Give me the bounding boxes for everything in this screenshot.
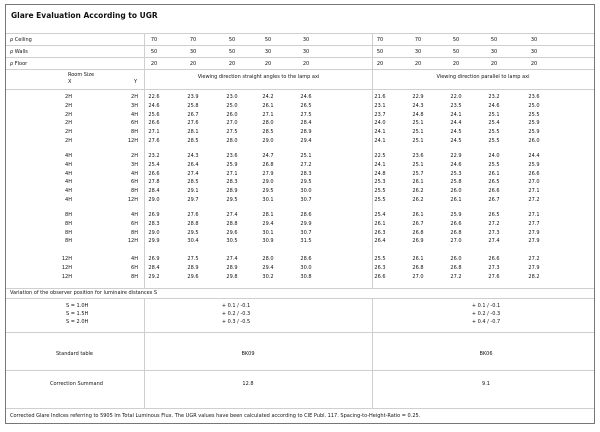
ugr-value: 24.1: [374, 138, 386, 144]
ugr-value: 28.8: [187, 220, 199, 227]
viewing-left-header: Viewing direction straight angles to the lamp axi: [197, 74, 320, 80]
ugr-value: 24.3: [187, 153, 199, 159]
ugr-value: 29.2: [148, 273, 160, 280]
room-size-y: 12H: [127, 138, 138, 144]
variation-right: + 0.2 / -0.3: [471, 311, 501, 317]
ugr-value: 29.8: [226, 273, 238, 280]
room-size-y: 8H: [131, 273, 138, 280]
correction-left: 12.8: [242, 381, 254, 387]
variation-right: + 0.4 / -0.7: [471, 319, 501, 325]
ugr-value: 27.1: [262, 111, 274, 118]
ugr-value: 26.9: [412, 238, 424, 245]
ugr-value: 27.1: [148, 129, 160, 136]
ugr-value: 26.1: [450, 197, 462, 203]
ugr-value: 27.2: [528, 197, 540, 203]
ugr-value: 27.5: [226, 129, 238, 136]
ugr-value: 24.1: [374, 129, 386, 136]
ugr-value: 24.7: [262, 153, 274, 159]
room-size-y: 3H: [131, 161, 138, 168]
room-size-y: 2H: [131, 94, 138, 100]
ugr-value: 26.6: [148, 170, 160, 177]
ugr-value: 28.4: [300, 120, 312, 127]
divider: [372, 298, 373, 408]
variation-s: S = 2.0H: [66, 319, 89, 325]
variation-s: S = 1.5H: [66, 311, 89, 317]
ugr-value: 24.0: [488, 153, 500, 159]
ugr-value: 28.3: [300, 170, 312, 177]
room-size-y: 8H: [131, 229, 138, 236]
room-size-y: 6H: [131, 179, 138, 186]
divider: [6, 298, 594, 299]
reflectance-value: 20: [228, 61, 236, 67]
room-size-x: 8H: [65, 220, 72, 227]
ugr-value: 30.9: [262, 238, 274, 245]
ugr-value: 26.0: [528, 138, 540, 144]
ugr-value: 26.8: [412, 264, 424, 271]
ugr-value: 28.8: [226, 220, 238, 227]
reflectance-value: 70: [189, 37, 197, 43]
variation-label: Variation of the observer position for luminaire distances S: [10, 290, 158, 296]
standard-table-left: BK09: [241, 351, 255, 357]
variation-right: + 0.1 / -0.1: [471, 303, 501, 309]
reflectance-value: 20: [302, 61, 310, 67]
ugr-value: 28.9: [187, 264, 199, 271]
ugr-value: 23.2: [488, 94, 500, 100]
ugr-document: [5, 4, 595, 424]
room-size-x: 8H: [65, 229, 72, 236]
room-size-y: 6H: [131, 220, 138, 227]
ugr-value: 24.0: [374, 120, 386, 127]
x-header: X: [68, 79, 72, 85]
room-size-x: 4H: [65, 179, 72, 186]
ugr-value: 23.2: [148, 153, 160, 159]
ugr-value: 28.9: [226, 188, 238, 195]
reflectance-value: 30: [264, 49, 272, 55]
ugr-value: 23.5: [450, 102, 462, 109]
ugr-value: 25.5: [528, 111, 540, 118]
divider: [144, 33, 145, 69]
ugr-value: 29.9: [148, 238, 160, 245]
room-size-x: 4H: [65, 153, 72, 159]
ugr-value: 26.1: [374, 220, 386, 227]
ugr-value: 28.6: [300, 256, 312, 262]
ugr-value: 29.5: [262, 188, 274, 195]
divider: [6, 89, 594, 90]
ugr-value: 25.1: [412, 129, 424, 136]
ugr-value: 30.2: [262, 273, 274, 280]
ugr-value: 26.8: [450, 264, 462, 271]
room-size-y: 12H: [127, 238, 138, 245]
ugr-value: 26.7: [412, 220, 424, 227]
room-size-x: 4H: [65, 188, 72, 195]
ugr-value: 27.3: [488, 264, 500, 271]
ugr-value: 28.5: [262, 129, 274, 136]
room-size-x: 2H: [65, 111, 72, 118]
ugr-value: 30.7: [300, 229, 312, 236]
ugr-value: 25.5: [374, 197, 386, 203]
ugr-value: 25.0: [528, 102, 540, 109]
ugr-value: 25.9: [226, 161, 238, 168]
ugr-value: 30.1: [262, 229, 274, 236]
ugr-value: 25.4: [488, 120, 500, 127]
ugr-value: 29.5: [187, 229, 199, 236]
ugr-value: 29.4: [262, 264, 274, 271]
ugr-value: 27.4: [226, 256, 238, 262]
ugr-value: 24.3: [412, 102, 424, 109]
ugr-value: 28.3: [226, 179, 238, 186]
ugr-value: 26.6: [528, 170, 540, 177]
ugr-value: 28.6: [300, 212, 312, 218]
ugr-value: 22.9: [412, 94, 424, 100]
ugr-value: 25.1: [300, 153, 312, 159]
ugr-value: 27.1: [528, 188, 540, 195]
ugr-value: 25.4: [374, 212, 386, 218]
ugr-value: 27.9: [528, 238, 540, 245]
ugr-value: 27.2: [300, 161, 312, 168]
ugr-value: 29.0: [262, 138, 274, 144]
ugr-value: 24.2: [262, 94, 274, 100]
ugr-value: 28.5: [187, 179, 199, 186]
ugr-value: 26.8: [412, 229, 424, 236]
divider: [6, 69, 594, 70]
ugr-value: 25.3: [450, 170, 462, 177]
ugr-value: 27.6: [488, 273, 500, 280]
ugr-value: 27.2: [450, 273, 462, 280]
ugr-value: 26.0: [450, 188, 462, 195]
room-size-x: 8H: [65, 238, 72, 245]
ugr-value: 24.8: [374, 170, 386, 177]
divider: [144, 298, 145, 408]
reflectance-value: 30: [414, 49, 422, 55]
room-size-x: 2H: [65, 94, 72, 100]
ugr-value: 26.1: [412, 179, 424, 186]
ugr-value: 29.9: [300, 220, 312, 227]
ugr-value: 25.9: [450, 212, 462, 218]
ugr-value: 25.5: [374, 256, 386, 262]
ugr-value: 25.8: [187, 102, 199, 109]
room-size-y: 4H: [131, 212, 138, 218]
ugr-value: 23.0: [226, 94, 238, 100]
ugr-value: 29.0: [262, 179, 274, 186]
reflectance-value: 30: [530, 49, 538, 55]
ugr-value: 24.6: [488, 102, 500, 109]
reflectance-value: 50: [228, 49, 236, 55]
ugr-value: 29.5: [226, 197, 238, 203]
variation-left: + 0.2 / -0.3: [221, 311, 251, 317]
ugr-value: 26.5: [488, 212, 500, 218]
ugr-value: 26.1: [412, 212, 424, 218]
ugr-value: 26.9: [148, 212, 160, 218]
ugr-value: 27.1: [528, 212, 540, 218]
divider: [6, 408, 594, 409]
ugr-value: 26.2: [412, 197, 424, 203]
reflectance-value: 30: [302, 37, 310, 43]
ugr-value: 21.6: [374, 94, 386, 100]
ugr-value: 27.5: [300, 111, 312, 118]
ugr-value: 23.1: [374, 102, 386, 109]
ugr-value: 26.3: [374, 264, 386, 271]
ugr-value: 28.0: [262, 120, 274, 127]
ugr-value: 29.4: [300, 138, 312, 144]
ugr-value: 27.4: [226, 212, 238, 218]
ugr-value: 28.5: [187, 138, 199, 144]
standard-table-right: BK06: [479, 351, 493, 357]
reflectance-value: 70: [150, 37, 158, 43]
reflectance-value: 50: [490, 37, 498, 43]
reflectance-value: 20: [490, 61, 498, 67]
reflectance-label: ρ Walls: [10, 49, 28, 55]
ugr-value: 30.0: [300, 188, 312, 195]
ugr-value: 29.0: [148, 197, 160, 203]
ugr-value: 22.6: [148, 94, 160, 100]
ugr-value: 22.0: [450, 94, 462, 100]
ugr-value: 27.7: [528, 220, 540, 227]
reflectance-value: 20: [264, 61, 272, 67]
room-size-x: 2H: [65, 129, 72, 136]
room-size-y: 3H: [131, 102, 138, 109]
ugr-value: 30.0: [300, 264, 312, 271]
ugr-value: 26.8: [450, 229, 462, 236]
divider: [372, 33, 373, 288]
footer-note: Corrected Glare Indices referring to 5905 lm Total Luminous Flux. The UGR values have been calculated according to CIE Publ. 117. Spacing-to-Height-Ratio = 0.25.: [10, 413, 421, 419]
variation-left: + 0.1 / -0.1: [221, 303, 251, 309]
reflectance-value: 30: [189, 49, 197, 55]
standard-table-label: Standard table: [56, 351, 93, 357]
ugr-value: 25.5: [488, 138, 500, 144]
reflectance-value: 30: [530, 37, 538, 43]
ugr-value: 25.5: [488, 129, 500, 136]
ugr-value: 30.4: [187, 238, 199, 245]
reflectance-label: ρ Floor: [10, 61, 28, 67]
ugr-value: 27.4: [488, 238, 500, 245]
ugr-value: 27.0: [226, 120, 238, 127]
y-header: Y: [134, 79, 138, 85]
ugr-value: 29.5: [300, 179, 312, 186]
ugr-value: 26.0: [226, 111, 238, 118]
ugr-value: 24.4: [450, 120, 462, 127]
ugr-value: 24.6: [300, 94, 312, 100]
ugr-value: 24.6: [450, 161, 462, 168]
room-size-x: 2H: [65, 102, 72, 109]
ugr-value: 22.5: [374, 153, 386, 159]
room-size-y: 8H: [131, 188, 138, 195]
ugr-value: 27.9: [528, 264, 540, 271]
ugr-value: 28.4: [148, 188, 160, 195]
room-size-x: 12H: [61, 273, 72, 280]
reflectance-value: 20: [376, 61, 384, 67]
ugr-value: 26.1: [412, 256, 424, 262]
ugr-value: 25.3: [374, 179, 386, 186]
ugr-value: 26.6: [148, 120, 160, 127]
room-size-x: 4H: [65, 197, 72, 203]
room-size-y: 6H: [131, 120, 138, 127]
ugr-value: 26.4: [374, 238, 386, 245]
room-size-x: 2H: [65, 120, 72, 127]
ugr-value: 23.6: [226, 153, 238, 159]
ugr-value: 24.8: [412, 111, 424, 118]
ugr-value: 25.1: [412, 120, 424, 127]
reflectance-value: 30: [302, 49, 310, 55]
ugr-value: 26.1: [262, 102, 274, 109]
divider: [6, 332, 594, 333]
ugr-value: 29.4: [262, 220, 274, 227]
ugr-value: 25.9: [528, 129, 540, 136]
ugr-value: 27.0: [450, 238, 462, 245]
ugr-value: 26.2: [412, 188, 424, 195]
ugr-value: 30.7: [300, 197, 312, 203]
ugr-value: 27.0: [412, 273, 424, 280]
correction-right: 9.1: [482, 381, 490, 387]
room-size-x: 8H: [65, 212, 72, 218]
ugr-value: 27.5: [187, 256, 199, 262]
room-size-y: 6H: [131, 264, 138, 271]
ugr-value: 27.9: [528, 229, 540, 236]
ugr-value: 28.1: [262, 212, 274, 218]
ugr-value: 30.5: [226, 238, 238, 245]
ugr-value: 22.9: [450, 153, 462, 159]
room-size-y: 4H: [131, 170, 138, 177]
ugr-value: 29.6: [187, 273, 199, 280]
ugr-value: 29.6: [226, 229, 238, 236]
ugr-value: 27.8: [148, 179, 160, 186]
room-size-x: 12H: [61, 256, 72, 262]
variation-s: S = 1.0H: [66, 303, 89, 309]
ugr-value: 30.8: [300, 273, 312, 280]
reflectance-value: 50: [452, 49, 460, 55]
ugr-value: 31.5: [300, 238, 312, 245]
room-size-y: 8H: [131, 129, 138, 136]
ugr-value: 29.7: [187, 197, 199, 203]
ugr-value: 26.6: [374, 273, 386, 280]
ugr-value: 28.0: [226, 138, 238, 144]
ugr-value: 28.9: [226, 264, 238, 271]
reflectance-value: 30: [490, 49, 498, 55]
ugr-value: 29.1: [187, 188, 199, 195]
ugr-value: 27.6: [187, 120, 199, 127]
correction-label: Correction Summand: [50, 381, 103, 387]
reflectance-value: 20: [530, 61, 538, 67]
ugr-value: 27.0: [528, 179, 540, 186]
ugr-value: 26.8: [262, 161, 274, 168]
reflectance-value: 20: [189, 61, 197, 67]
room-size-y: 2H: [131, 153, 138, 159]
ugr-value: 25.1: [412, 161, 424, 168]
ugr-value: 25.9: [528, 120, 540, 127]
ugr-value: 26.5: [300, 102, 312, 109]
ugr-value: 23.6: [412, 153, 424, 159]
ugr-value: 29.0: [148, 229, 160, 236]
ugr-value: 24.4: [528, 153, 540, 159]
room-size-y: 12H: [127, 197, 138, 203]
reflectance-value: 50: [376, 49, 384, 55]
ugr-value: 24.1: [374, 161, 386, 168]
room-size-y: 4H: [131, 111, 138, 118]
room-size-x: 12H: [61, 264, 72, 271]
ugr-value: 28.9: [300, 129, 312, 136]
ugr-value: 27.3: [488, 229, 500, 236]
reflectance-value: 70: [414, 37, 422, 43]
ugr-value: 25.9: [528, 161, 540, 168]
ugr-value: 26.7: [488, 197, 500, 203]
reflectance-value: 50: [150, 49, 158, 55]
ugr-value: 27.2: [528, 256, 540, 262]
ugr-value: 28.1: [187, 129, 199, 136]
ugr-value: 25.1: [412, 138, 424, 144]
ugr-value: 24.6: [148, 102, 160, 109]
ugr-value: 27.4: [187, 170, 199, 177]
ugr-value: 24.5: [450, 138, 462, 144]
ugr-value: 25.0: [226, 102, 238, 109]
ugr-value: 23.7: [374, 111, 386, 118]
reflectance-value: 20: [452, 61, 460, 67]
ugr-value: 26.6: [488, 188, 500, 195]
reflectance-value: 70: [376, 37, 384, 43]
ugr-value: 23.6: [528, 94, 540, 100]
variation-left: + 0.3 / -0.5: [221, 319, 251, 325]
divider: [6, 288, 594, 289]
ugr-value: 28.2: [528, 273, 540, 280]
ugr-value: 26.9: [148, 256, 160, 262]
divider: [6, 370, 594, 371]
reflectance-value: 50: [264, 37, 272, 43]
room-size-x: 4H: [65, 170, 72, 177]
reflectance-value: 50: [228, 37, 236, 43]
ugr-value: 25.4: [148, 161, 160, 168]
room-size-y: 4H: [131, 256, 138, 262]
ugr-value: 25.5: [488, 161, 500, 168]
ugr-value: 27.6: [148, 138, 160, 144]
ugr-value: 26.6: [488, 256, 500, 262]
ugr-value: 25.1: [488, 111, 500, 118]
reflectance-value: 50: [452, 37, 460, 43]
ugr-value: 24.5: [450, 129, 462, 136]
room-size-x: 4H: [65, 161, 72, 168]
ugr-value: 26.0: [450, 256, 462, 262]
ugr-value: 27.2: [488, 220, 500, 227]
reflectance-value: 20: [150, 61, 158, 67]
ugr-value: 27.9: [262, 170, 274, 177]
room-size-x: 2H: [65, 138, 72, 144]
document-title: Glare Evaluation According to UGR: [11, 11, 158, 20]
ugr-value: 26.5: [488, 179, 500, 186]
ugr-value: 28.3: [148, 220, 160, 227]
ugr-value: 26.4: [187, 161, 199, 168]
reflectance-label: ρ Ceiling: [10, 37, 32, 43]
ugr-value: 26.7: [187, 111, 199, 118]
ugr-value: 27.1: [226, 170, 238, 177]
ugr-value: 26.3: [374, 229, 386, 236]
reflectance-value: 20: [414, 61, 422, 67]
ugr-value: 25.8: [450, 179, 462, 186]
viewing-right-header: Viewing direction parallel to lamp axi: [436, 74, 530, 80]
ugr-value: 28.4: [148, 264, 160, 271]
ugr-value: 26.6: [450, 220, 462, 227]
ugr-value: 26.1: [488, 170, 500, 177]
ugr-value: 27.6: [187, 212, 199, 218]
ugr-value: 25.5: [374, 188, 386, 195]
room-size-header: Room Size: [67, 72, 95, 78]
ugr-value: 24.1: [450, 111, 462, 118]
ugr-value: 30.1: [262, 197, 274, 203]
ugr-value: 25.6: [148, 111, 160, 118]
ugr-value: 28.0: [262, 256, 274, 262]
ugr-value: 25.7: [412, 170, 424, 177]
ugr-value: 23.9: [187, 94, 199, 100]
